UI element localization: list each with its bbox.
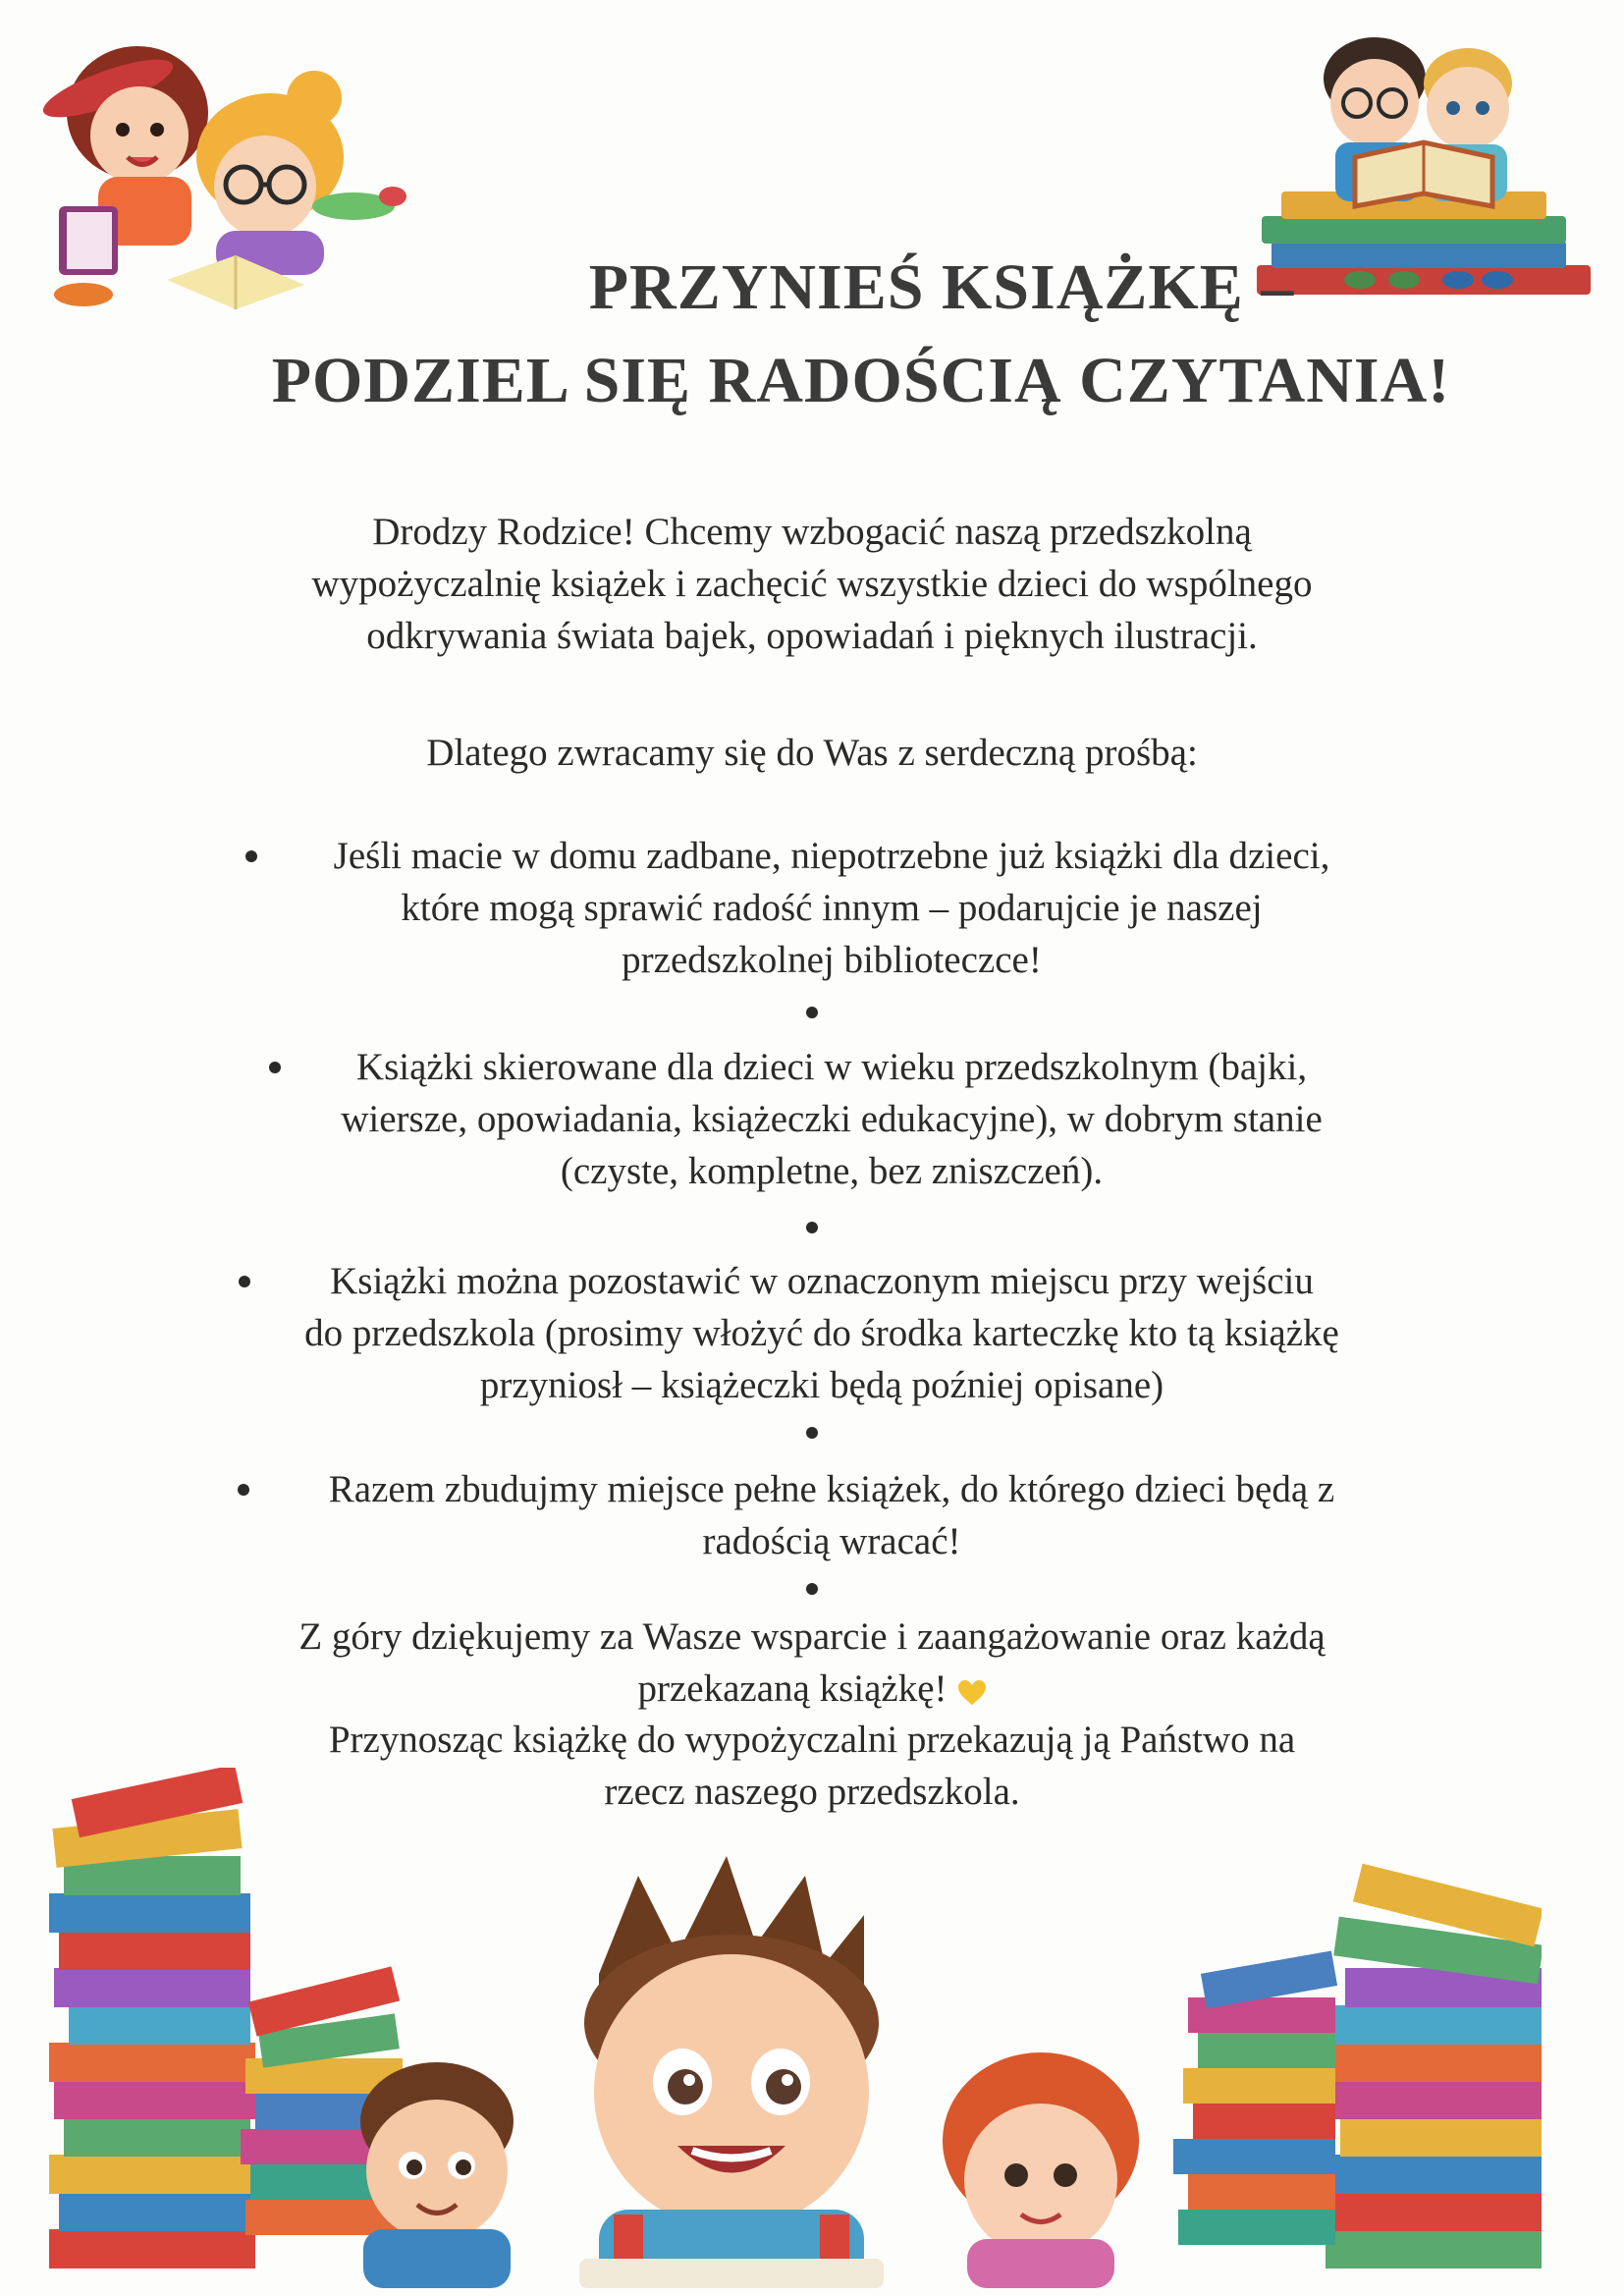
- bullet-dot-icon: [239, 1276, 250, 1287]
- bullet-line: (czyste, kompletne, bez zniszczeń).: [560, 1150, 1104, 1192]
- thanks-paragraph: [0, 1611, 1624, 1721]
- bullet-line: radością wracać!: [702, 1520, 961, 1562]
- bullet-item-drop-off: [0, 1255, 1624, 1411]
- bullet-line: Książki można pozostawić w oznaczonym miejscu przy wejściu: [330, 1260, 1314, 1302]
- bullet-line: Książki skierowane dla dzieci w wieku przedszkolnym (bajki,: [355, 1046, 1308, 1088]
- intro-line: wypożyczalnię książek i zachęcić wszystkie dzieci do wspólnego: [311, 563, 1313, 605]
- note-line: Przynosząc książkę do wypożyczalni przekazują ją Państwo na: [328, 1719, 1296, 1761]
- bullet-line: Jeśli macie w domu zadbane, niepotrzebne już książki dla dzieci,: [333, 835, 1330, 877]
- small-girl-illustration: [943, 2052, 1139, 2288]
- left-book-stack: [49, 1768, 412, 2269]
- bullet-dot-icon: [806, 1583, 818, 1595]
- title-line-2: PODZIEL SIĘ RADOŚCIĄ CZYTANIA!: [271, 345, 1451, 416]
- bullet-dot-icon: [806, 1222, 818, 1233]
- bullet-line: przyniosł – książeczki będą poźniej opisane): [479, 1364, 1164, 1406]
- bullet-dot-icon: [238, 1484, 249, 1496]
- thanks-line: Z góry dziękujemy za Wasze wsparcie i zaangażowanie oraz każdą: [298, 1615, 1326, 1658]
- thanks-line-with-heart: [0, 1663, 1624, 1721]
- big-boy-illustration: [579, 1856, 884, 2288]
- bullet-line: do przedszkola (prosimy włożyć do środka karteczkę kto tą książkę: [304, 1312, 1339, 1354]
- small-boy-illustration: [360, 2062, 514, 2288]
- bullet-line: wiersze, opowiadania, książeczki edukacyjne), w dobrym stanie: [341, 1098, 1323, 1140]
- title-line-1: PRZYNIEŚ KSIĄŻKĘ –: [588, 251, 1295, 323]
- request-line: Dlatego zwracamy się do Was z serdeczną prośbą:: [426, 732, 1198, 774]
- bullet-line: które mogą sprawić radość innym – podarujcie je naszej: [401, 887, 1263, 929]
- bullet-dot-icon: [806, 1427, 818, 1439]
- bullet-item-build-together: [0, 1463, 1624, 1567]
- note-line: rzecz naszego przedszkola.: [604, 1771, 1020, 1813]
- bullet-dot-icon: [245, 850, 257, 862]
- right-book-stack: [1173, 1864, 1542, 2269]
- thanks-line: przekazaną książkę!: [637, 1667, 947, 1710]
- kids-with-books-illustration: [49, 1768, 1542, 2288]
- intro-line: Drodzy Rodzice! Chcemy wzbogacić naszą przedszkolną: [372, 511, 1252, 553]
- intro-paragraph: [0, 506, 1624, 662]
- bullet-item-donate: [0, 830, 1624, 986]
- bullet-item-book-types: [0, 1041, 1624, 1197]
- bullet-dot-icon: [806, 1007, 818, 1018]
- bullet-line: przedszkolnej biblioteczce!: [622, 939, 1042, 981]
- bullet-dot-icon: [269, 1062, 281, 1073]
- intro-line: odkrywania świata bajek, opowiadań i pięknych ilustracji.: [366, 615, 1258, 657]
- bullet-line: Razem zbudujmy miejsce pełne książek, do którego dzieci będą z: [328, 1468, 1335, 1510]
